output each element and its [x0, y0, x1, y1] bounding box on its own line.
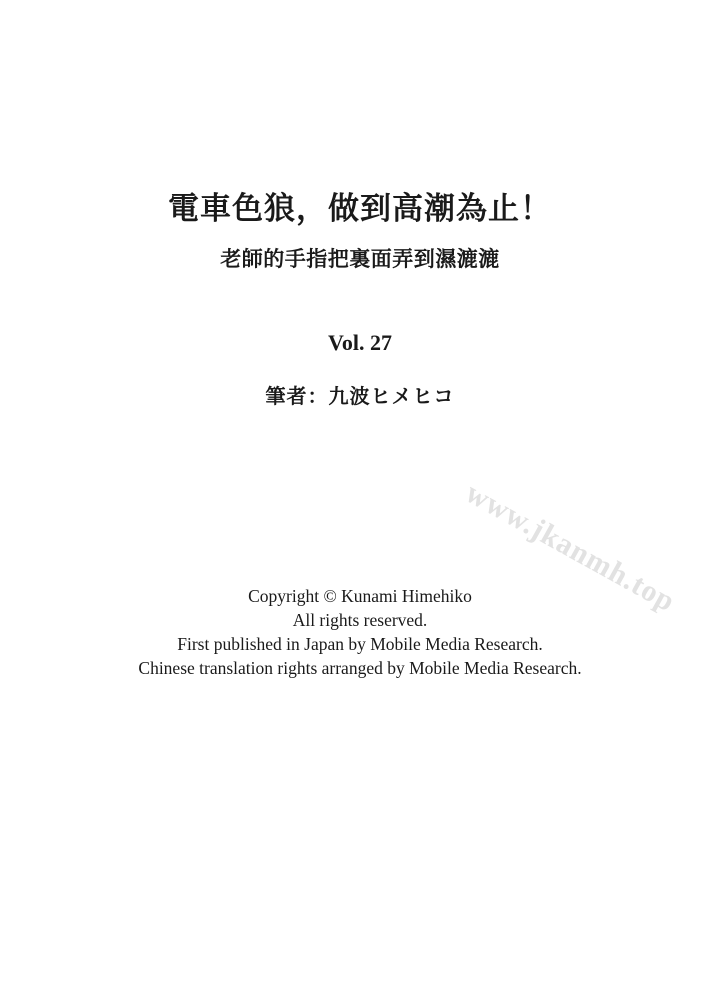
page-subtitle: 老師的手指把裏面弄到濕漉漉 — [220, 246, 500, 271]
title-block — [0, 190, 720, 273]
copyright-block — [0, 584, 720, 680]
copyright-line-3: First published in Japan by Mobile Media Research. — [177, 634, 543, 654]
copyright-line-4: Chinese translation rights arranged by Mobile Media Research. — [138, 658, 582, 678]
author-label: 筆者：九波ヒメヒコ — [265, 384, 455, 408]
copyright-line-2: All rights reserved. — [292, 610, 428, 630]
page-title: 電車色狼，做到高潮為止！ — [168, 191, 552, 227]
watermark — [460, 430, 720, 619]
copyright-line-1: Copyright © Kunami Himehiko — [248, 586, 472, 606]
watermark-text: www.jkanmh.top — [460, 476, 681, 619]
volume-label: Vol. 27 — [328, 330, 392, 355]
